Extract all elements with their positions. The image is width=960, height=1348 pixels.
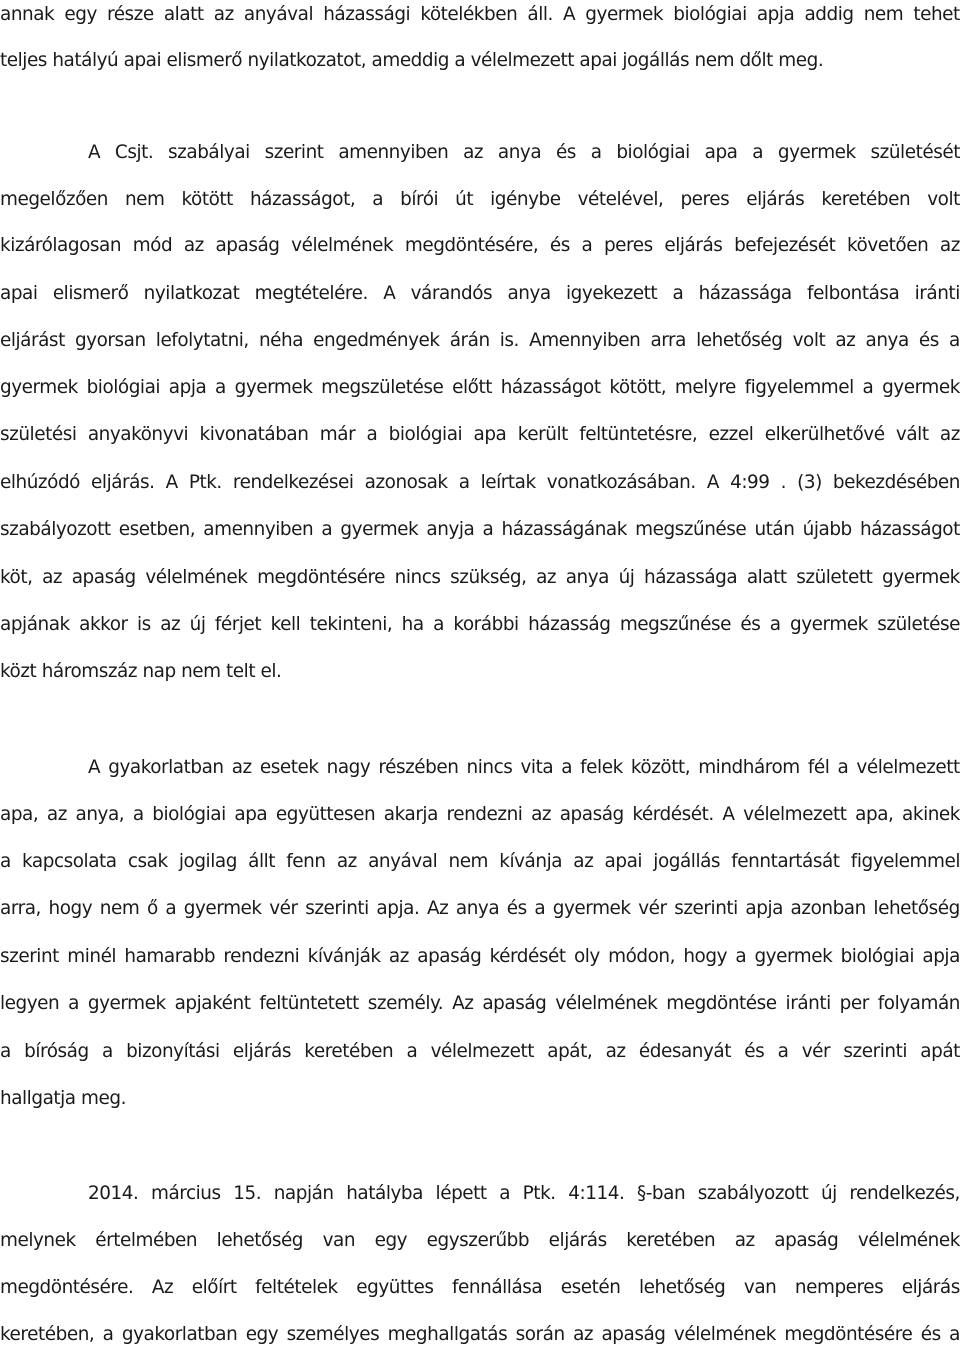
text-line: apai elismerő nyilatkozat megtételére. A várandós anya igyekezett a házassága felbontása iránti — [0, 283, 960, 304]
text-line: teljes hatályú apai elismerő nyilatkozatot, ameddig a vélelmezett apai jogállás nem dőlt meg. — [0, 50, 824, 71]
text-line: apjának akkor is az új férjet kell tekinteni, ha a korábbi házasság megszűnése és a gyermek születése — [0, 614, 960, 635]
text-line: legyen a gyermek apjaként feltüntetett személy. Az apaság vélelmének megdöntése iránti per folyamán — [0, 993, 960, 1014]
text-line: keretében, a gyakorlatban egy személyes meghallgatás során az apaság vélelmének megdöntésére és a — [0, 1324, 960, 1345]
text-line: 2014. március 15. napján hatályba lépett a Ptk. 4:114. §-ban szabályozott új rendelkezés, — [88, 1183, 960, 1204]
text-line: melynek értelmében lehetőség van egy egyszerűbb eljárás keretében az apaság vélelmének — [0, 1230, 960, 1251]
text-line: annak egy része alatt az anyával házassági kötelékben áll. A gyermek biológiai apja addig nem tehet — [0, 4, 960, 25]
text-line: születési anyakönyvi kivonatában már a biológiai apa került feltüntetésre, ezzel elkerülhetővé vált az — [0, 424, 960, 445]
text-line: a kapcsolata csak jogilag állt fenn az anyával nem kívánja az apai jogállás fenntartását figyelemmel — [0, 851, 960, 872]
text-line: A gyakorlatban az esetek nagy részében nincs vita a felek között, mindhárom fél a vélelmezett — [88, 757, 960, 778]
text-line: megdöntésére. Az előírt feltételek együttes fennállása esetén lehetőség van nemperes eljárás — [0, 1277, 960, 1298]
text-line: gyermek biológiai apja a gyermek megszületése előtt házasságot kötött, melyre figyelemmel a gyermek — [0, 377, 960, 398]
text-line: apa, az anya, a biológiai apa együttesen akarja rendezni az apaság kérdését. A vélelmezett apa, akinek — [0, 804, 960, 825]
text-line: megelőzően nem kötött házasságot, a bírói út igénybe vételével, peres eljárás keretében volt — [0, 189, 960, 210]
text-line: a bíróság a bizonyítási eljárás keretében a vélelmezett apát, az édesanyát és a vér szerinti apát — [0, 1041, 960, 1062]
text-line: közt háromszáz nap nem telt el. — [0, 661, 282, 682]
text-line: A Csjt. szabályai szerint amennyiben az anya és a biológiai apa a gyermek születését — [88, 142, 960, 163]
text-line: szabályozott esetben, amennyiben a gyermek anyja a házasságának megszűnése után újabb házasságot — [0, 519, 960, 540]
text-line: arra, hogy nem ő a gyermek vér szerinti apja. Az anya és a gyermek vér szerinti apja azonban lehetőség — [0, 898, 960, 919]
text-line: köt, az apaság vélelmének megdöntésére nincs szükség, az anya új házassága alatt született gyermek — [0, 567, 960, 588]
text-line: kizárólagosan mód az apaság vélelmének megdöntésére, és a peres eljárás befejezését követően az — [0, 235, 960, 256]
text-line: elhúzódó eljárás. A Ptk. rendelkezései azonosak a leírtak vonatkozásában. A 4:99 . (3) bekezdésében — [0, 472, 960, 493]
text-line: eljárást gyorsan lefolytatni, néha engedmények árán is. Amennyiben arra lehetőség volt az anya és a — [0, 330, 960, 351]
text-line: hallgatja meg. — [0, 1088, 126, 1109]
text-line: szerint minél hamarabb rendezni kívánják az apaság kérdését oly módon, hogy a gyermek biológiai apja — [0, 946, 960, 967]
